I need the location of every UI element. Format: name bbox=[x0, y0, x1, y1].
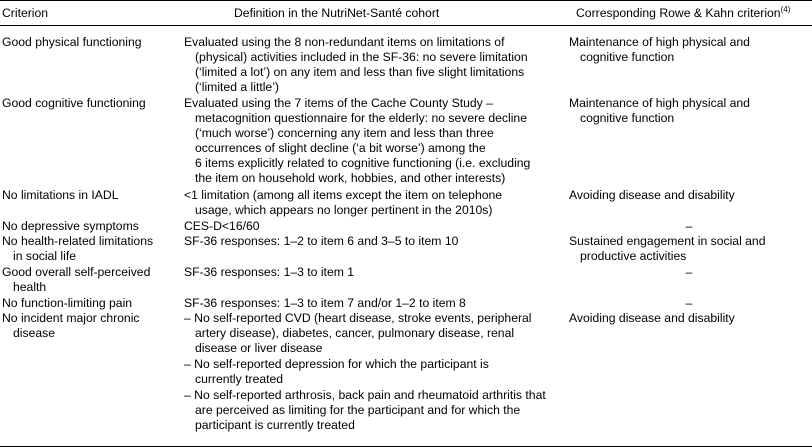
header-rule bbox=[0, 25, 812, 26]
row-chronic-rowe-kahn: Avoiding disease and disability bbox=[569, 311, 735, 325]
row-chronic-definition-item-1: – No self-reported CVD (heart disease, stroke events, peripheral artery disease), diabetes, cancer, pulmonary disease, renal disease or liver disease bbox=[184, 311, 532, 355]
top-rule bbox=[0, 0, 812, 1]
row-physical-criterion: Good physical functioning bbox=[2, 35, 142, 49]
row-physical-definition: Evaluated using the 8 non-redundant items on limitations of (physical) activities included in the SF-36: no severe limitation (‘limited a lot’) on any item and less than five slight limitations (‘limited a little’) bbox=[184, 35, 528, 94]
row-self-health-definition: SF-36 responses: 1–3 to item 1 bbox=[184, 265, 355, 279]
row-depressive-rowe-kahn: – bbox=[685, 219, 693, 233]
row-cognitive-criterion: Good cognitive functioning bbox=[2, 96, 146, 110]
row-iadl-rowe-kahn: Avoiding disease and disability bbox=[569, 188, 735, 202]
row-physical-rowe-kahn: Maintenance of high physical and cognitive function bbox=[569, 35, 750, 64]
header-definition: Definition in the NutriNet-Santé cohort bbox=[234, 6, 440, 20]
row-pain-definition: SF-36 responses: 1–3 to item 7 and/or 1–2 to item 8 bbox=[184, 296, 466, 310]
row-social-criterion: No health-related limitations in social life bbox=[2, 234, 154, 263]
header-rowe-kahn bbox=[576, 6, 790, 21]
row-cognitive-definition: Evaluated using the 7 items of the Cache County Study – metacognition questionnaire for the elderly: no severe decline (‘much worse’) concerning any item and less than three occurrences of slight decline (‘a bit worse’) among the 6 items explicitly related to cognitive functioning (i.e. excluding the item on household work, hobbies, and other interests) bbox=[184, 96, 531, 185]
row-depressive-definition: CES-D<16/60 bbox=[184, 219, 260, 233]
row-social-rowe-kahn: Sustained engagement in social and productive activities bbox=[569, 234, 766, 263]
row-social-definition: SF-36 responses: 1–2 to item 6 and 3–5 to item 10 bbox=[184, 234, 459, 248]
row-pain-rowe-kahn: – bbox=[685, 296, 693, 310]
row-self-health-criterion: Good overall self-perceived health bbox=[2, 265, 151, 294]
row-self-health-rowe-kahn: – bbox=[685, 265, 693, 279]
row-depressive-criterion: No depressive symptoms bbox=[2, 219, 139, 233]
row-chronic-criterion: No incident major chronic disease bbox=[2, 311, 140, 340]
row-iadl-definition: <1 limitation (among all items except the item on telephone usage, which appears no longer pertinent in the 2010s) bbox=[184, 188, 503, 217]
header-rowe-kahn-label: Corresponding Rowe & Kahn criterion bbox=[576, 6, 781, 20]
row-pain-criterion: No function-limiting pain bbox=[2, 296, 133, 310]
row-chronic-definition-item-2: – No self-reported depression for which the participant is currently treated bbox=[184, 357, 489, 386]
row-iadl-criterion: No limitations in IADL bbox=[2, 188, 119, 202]
row-chronic-definition-item-3: – No self-reported arthrosis, back pain and rheumatoid arthritis that are perceived as limiting for the participant and for which the participant is currently treated bbox=[184, 388, 546, 432]
header-criterion: Criterion bbox=[2, 6, 49, 20]
row-cognitive-rowe-kahn: Maintenance of high physical and cognitive function bbox=[569, 96, 750, 125]
header-rowe-kahn-ref: (4) bbox=[780, 4, 791, 14]
